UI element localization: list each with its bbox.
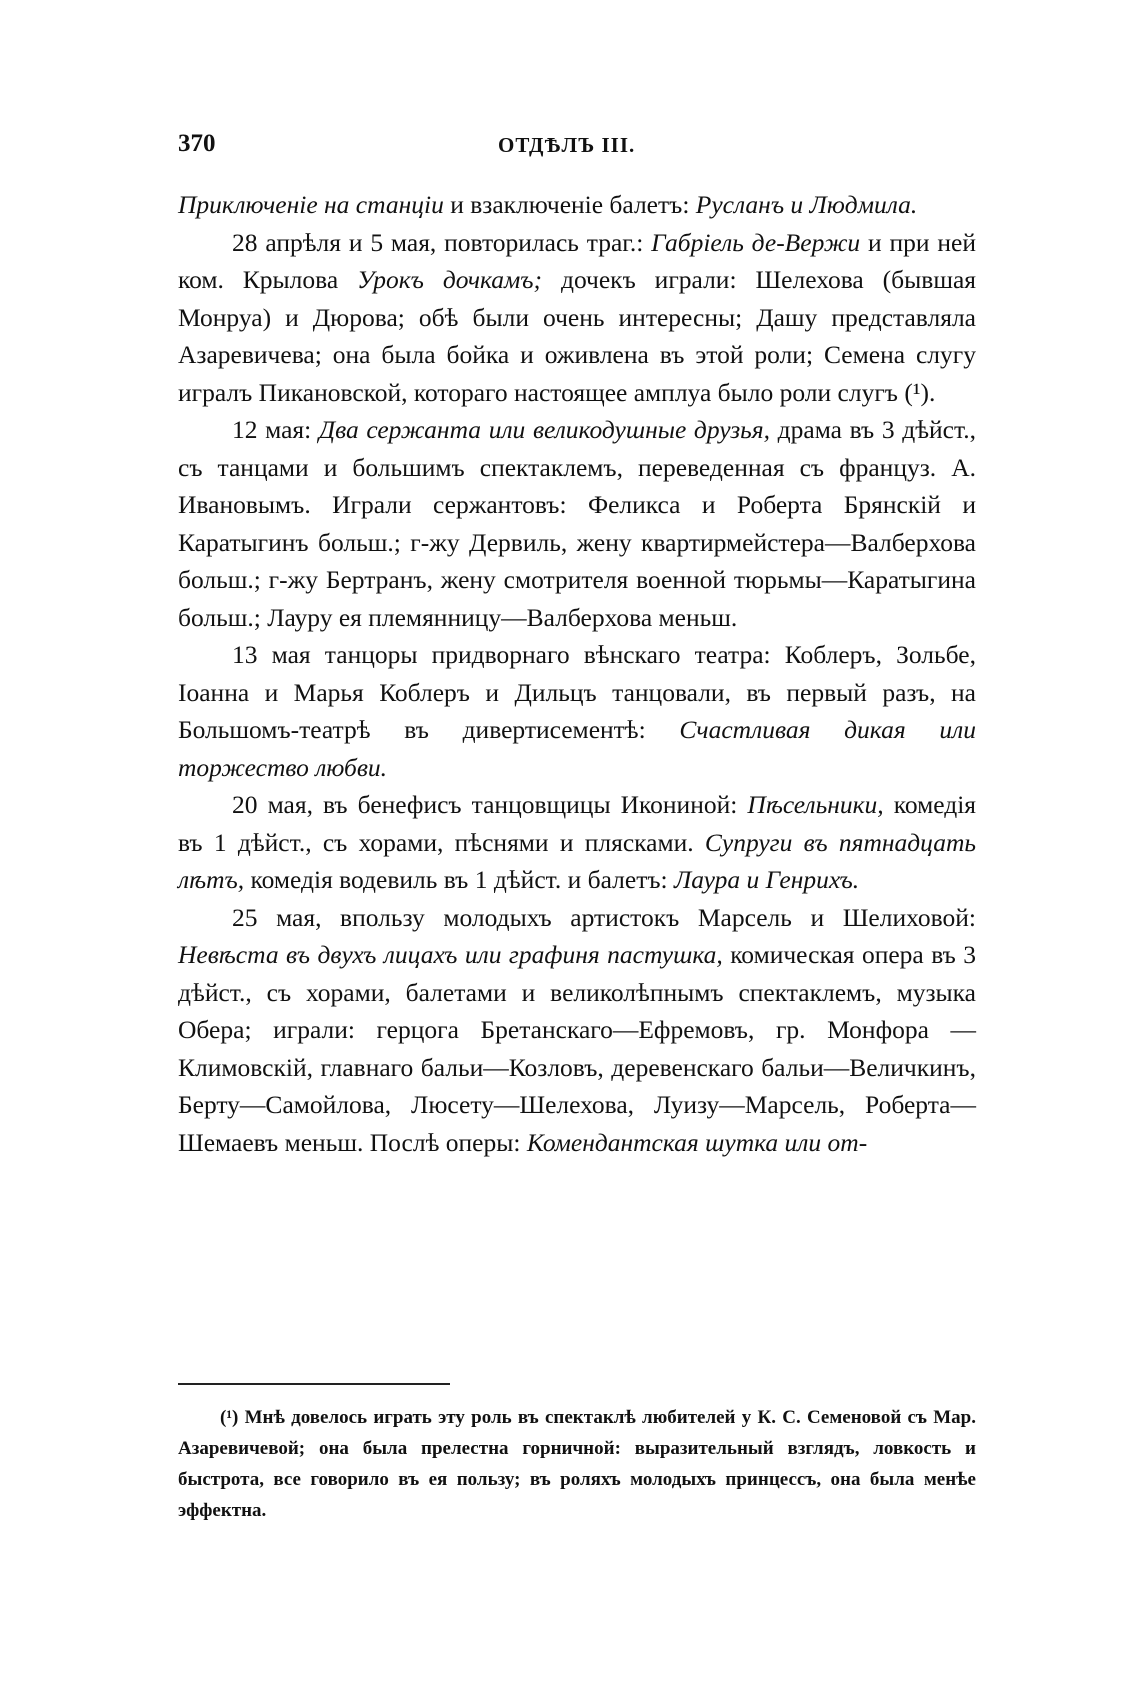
paragraph — [178, 411, 976, 636]
italic-run: Супруги въ пятнадцать лѣтъ, — [178, 827, 976, 894]
paragraph — [178, 186, 976, 224]
italic-run: Лаура и Генрихъ. — [673, 865, 860, 894]
paragraph — [178, 899, 976, 1162]
italic-run: Приключеніе на станціи — [178, 190, 444, 219]
text-run: 25 мая, впользу молодыхъ артистокъ Марсель и Шелиховой: — [232, 902, 976, 932]
text-run: 12 мая: — [232, 415, 319, 444]
italic-run: Урокъ дочкамъ; — [357, 265, 543, 294]
text-run: комедія водевиль въ 1 дѣйст. и балетъ: — [244, 865, 674, 894]
text-run: драма въ 3 дѣйст., съ танцами и большимъ спектаклемъ, переведенная съ француз. А. Ивановымъ. Играли сержантовъ: Феликса и Роберта Брянскій и Каратыгинъ больш.; г-жу Дервиль, жену квартирмейстера—Валберхова больш.; г-жу Бертранъ, жену смотрителя военной тюрьмы—Каратыгина больш.; Лауру ея племянницу—Валберхова меньш. — [178, 415, 976, 632]
text-run: комедія въ 1 дѣйст., съ хорами, пѣснями и плясками. — [178, 790, 977, 857]
footnote-text: (¹) Мнѣ довелось играть эту роль въ спектаклѣ любителей у К. С. Семеновой съ Мар. Азаревичевой; она была прелестна горничной: выразительный взглядъ, ловкость и быстрота, все говорило въ ея пользу; въ роляхъ молодыхъ принцессъ, она была менѣе эффектна. — [178, 1407, 976, 1521]
page-number: 370 — [178, 130, 216, 157]
text-run: дочекъ играли: Шелехова (бывшая Монруа) и Дюрова; обѣ были очень интересны; Дашу представляла Азаревичева; она была бойка и оживлена въ этой роли; Семена слугу игралъ Пикановской, котораго настоящее амплуа было роли слугъ (¹). — [178, 265, 977, 407]
paragraph — [178, 786, 976, 899]
main-text — [178, 186, 976, 1161]
paragraph — [178, 636, 976, 786]
italic-run: Пѣсельники, — [747, 790, 884, 819]
footnote — [178, 1402, 976, 1526]
footnote-rule — [178, 1383, 450, 1385]
paragraph — [178, 224, 976, 412]
italic-run: Счастливая дикая или торжество любви. — [178, 715, 976, 782]
text-run: и взаключеніе балетъ: — [443, 190, 696, 219]
running-head: ОТДѢЛЪ III. — [498, 133, 636, 157]
italic-run: Невѣста въ двухъ лицахъ или графиня пастушка, — [178, 940, 723, 969]
italic-run: Два сержанта или великодушные друзья, — [318, 415, 771, 444]
text-run: 28 апрѣля и 5 мая, повторилась траг.: — [232, 227, 652, 257]
italic-run: Комендантская шутка или от- — [526, 1127, 868, 1157]
text-run: 20 мая, въ бенефисъ танцовщицы Икониной: — [232, 790, 748, 819]
page-header — [178, 130, 978, 170]
text-run: 13 мая танцоры придворнаго вѣнскаго театра: Коблеръ, Зольбе, Іоанна и Марья Коблеръ и Дильцъ танцовали, въ первый разъ, на Большомъ-театрѣ въ дивертисементѣ: — [178, 640, 976, 744]
text-run: комическая опера въ 3 дѣйст., съ хорами, балетами и великолѣпнымъ спектаклемъ, музыка Обера; играли: герцога Бретанскаго—Ефремовъ, гр. Монфора — Климовскій, главнаго бальи—Козловъ, деревенскаго бальи—Величкинъ, Берту—Самойлова, Люсету—Шелехова, Луизу—Марсель, Роберта—Шемаевъ меньш. Послѣ оперы: — [178, 940, 976, 1157]
italic-run: Габріель де-Вержи — [651, 227, 861, 257]
text-run: и при ней ком. Крылова — [178, 227, 976, 294]
italic-run: Русланъ и Людмила. — [695, 190, 918, 219]
